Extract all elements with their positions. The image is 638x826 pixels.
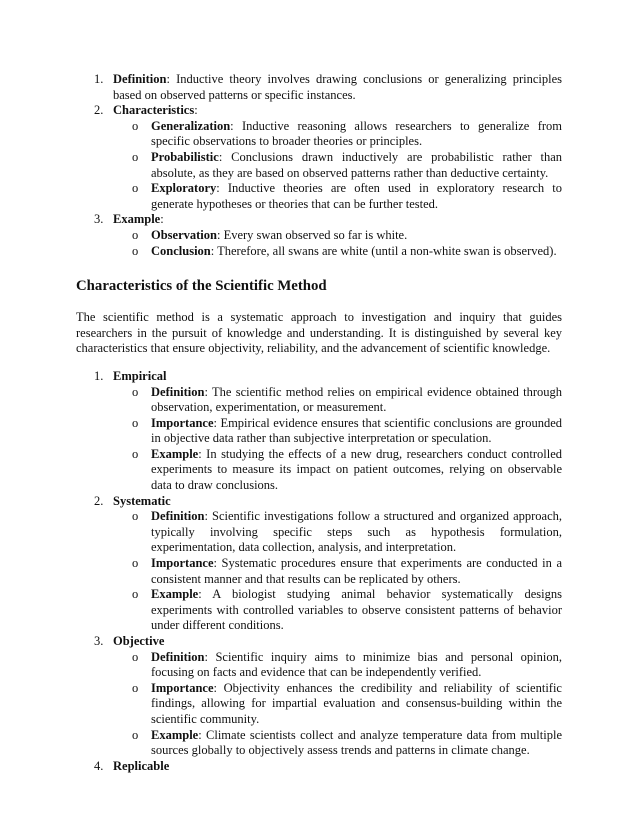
list-item	[76, 759, 562, 775]
sub-list	[113, 509, 562, 634]
list-number: 4.	[94, 758, 104, 773]
bullet-icon: o	[132, 509, 139, 524]
sub-list-item	[113, 509, 562, 556]
item-text: :	[194, 103, 198, 118]
bullet-icon: o	[132, 727, 139, 742]
item-text: : Inductive theory involves drawing conclusions or generalizing principles based on observed patterns or specific instances.	[113, 72, 562, 102]
list-number: 2.	[94, 103, 104, 118]
sub-term: Importance	[151, 680, 214, 695]
item-term: Example	[113, 212, 161, 227]
sub-text: : Scientific investigations follow a structured and organized approach, typically involving specific steps such as hypothesis formulation, experimentation, data collection, analysis, and interpretation.	[151, 509, 562, 555]
sub-list-item	[113, 447, 562, 494]
sub-term: Importance	[151, 556, 214, 571]
item-title: Empirical	[113, 368, 167, 383]
bullet-icon: o	[132, 649, 139, 664]
sub-text: : Therefore, all swans are white (until a non-white swan is observed).	[210, 243, 557, 258]
sub-text: : Systematic procedures ensure that experiments are conducted in a consistent manner and that results can be replicated by others.	[151, 556, 562, 586]
sub-list-item	[113, 181, 562, 212]
sub-list-item	[113, 244, 562, 260]
sub-text: : Objectivity enhances the credibility and reliability of scientific findings, allowing for impartial evaluation and consensus-building within the scientific community.	[151, 680, 562, 726]
sub-term: Definition	[151, 649, 205, 664]
bullet-icon: o	[132, 556, 139, 571]
sub-list	[113, 650, 562, 759]
sub-list-item	[113, 228, 562, 244]
sub-text: : Inductive reasoning allows researchers to generalize from specific observations to broader theories or principles.	[151, 118, 562, 149]
sub-list-item	[113, 385, 562, 416]
sub-list-item	[113, 119, 562, 150]
sub-text: : In studying the effects of a new drug, researchers conduct controlled experiments to measure its impact on patient outcomes, relying on observable data to draw conclusions.	[151, 446, 562, 493]
list-item	[76, 72, 562, 103]
list-number: 3.	[94, 212, 104, 227]
inductive-list	[76, 72, 562, 259]
sub-text: : A biologist studying animal behavior systematically designs experiments with controlled variables to observe consistent patterns of behavior under different conditions.	[151, 587, 562, 633]
bullet-icon: o	[132, 118, 139, 133]
list-item	[76, 369, 562, 494]
sub-text: : Scientific inquiry aims to minimize bias and personal opinion, focusing on facts and evidence that can be independently verified.	[151, 649, 562, 680]
sub-list-item	[113, 681, 562, 728]
bullet-icon: o	[132, 243, 139, 258]
sub-text: : Climate scientists collect and analyze temperature data from multiple sources globally to objectively assess trends and patterns in climate change.	[151, 727, 562, 758]
list-number: 2.	[94, 493, 104, 508]
list-number: 1.	[94, 72, 104, 86]
sub-text: : Every swan observed so far is white.	[216, 227, 408, 242]
sub-list	[113, 228, 562, 259]
list-number: 3.	[94, 634, 104, 648]
sub-term: Generalization	[151, 118, 231, 133]
sub-text: : Empirical evidence ensures that scientific conclusions are grounded in objective data rather than subjective interpretation or speculation.	[151, 415, 562, 446]
bullet-icon: o	[132, 227, 139, 242]
bullet-icon: o	[132, 149, 139, 164]
sub-list	[113, 119, 562, 213]
sub-list-item	[113, 728, 562, 759]
item-title: Objective	[113, 634, 165, 648]
bullet-icon: o	[132, 680, 139, 695]
item-title: Systematic	[113, 493, 171, 508]
item-term: Characteristics	[113, 103, 195, 118]
sub-list-item	[113, 650, 562, 681]
sub-list-item	[113, 587, 562, 634]
item-title: Replicable	[113, 758, 170, 773]
sub-term: Definition	[151, 509, 205, 524]
bullet-icon: o	[132, 587, 139, 602]
bullet-icon: o	[132, 181, 139, 196]
characteristics-list	[76, 369, 562, 774]
sub-term: Example	[151, 727, 199, 742]
sub-list-item	[113, 556, 562, 587]
sub-term: Example	[151, 446, 199, 461]
sub-term: Exploratory	[151, 181, 217, 196]
item-text: :	[160, 212, 164, 227]
sub-list-item	[113, 150, 562, 181]
sub-term: Example	[151, 587, 199, 602]
sub-term: Definition	[151, 384, 205, 399]
sub-term: Probabilistic	[151, 149, 219, 164]
list-item	[76, 103, 562, 212]
list-item	[76, 212, 562, 259]
item-term: Definition	[113, 72, 167, 86]
intro-paragraph: The scientific method is a systematic approach to investigation and inquiry that guides researchers in the pursuit of knowledge and understanding. It is distinguished by several key characteristics that ensure objectivity, reliability, and the advancement of scientific knowledge.	[76, 310, 562, 356]
list-item	[76, 634, 562, 759]
sub-term: Observation	[151, 227, 217, 242]
bullet-icon: o	[132, 415, 139, 430]
bullet-icon: o	[132, 446, 139, 461]
list-item	[76, 494, 562, 634]
sub-term: Importance	[151, 415, 214, 430]
section-heading: Characteristics of the Scientific Method	[76, 278, 327, 295]
sub-text: : Inductive theories are often used in exploratory research to generate hypotheses or theories that can be further tested.	[151, 181, 562, 211]
list-number: 1.	[94, 368, 104, 383]
sub-text: : Conclusions drawn inductively are probabilistic rather than absolute, as they are based on observed patterns rather than deductive certainty.	[151, 149, 562, 180]
sub-list	[113, 385, 562, 494]
sub-list-item	[113, 416, 562, 447]
sub-term: Conclusion	[151, 243, 211, 258]
sub-text: : The scientific method relies on empirical evidence obtained through observation, experimentation, or measurement.	[151, 384, 562, 415]
bullet-icon: o	[132, 384, 139, 399]
